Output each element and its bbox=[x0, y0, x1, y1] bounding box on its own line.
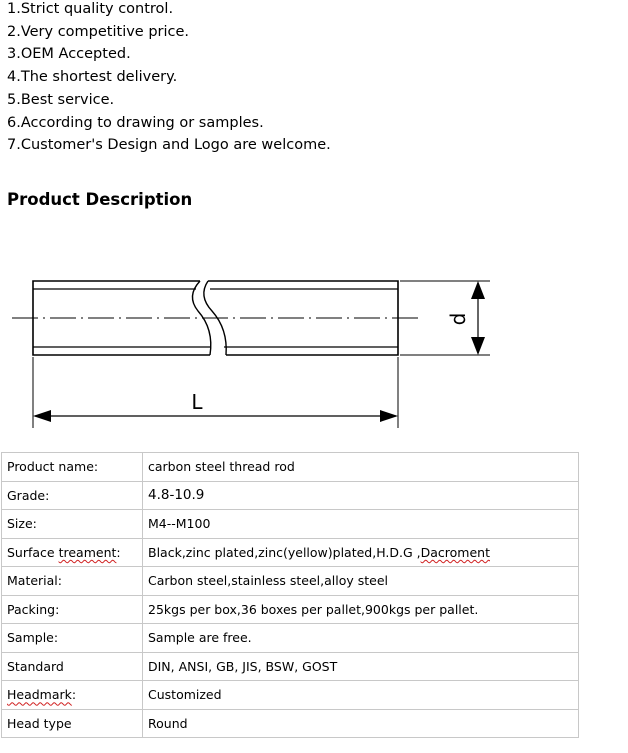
feature-item: 4.The shortest delivery. bbox=[7, 69, 178, 86]
feature-item: 3.OEM Accepted. bbox=[7, 46, 131, 63]
table-row bbox=[2, 453, 579, 482]
arrow-head-right bbox=[380, 410, 398, 422]
table-row bbox=[2, 709, 579, 738]
feature-item: 2.Very competitive price. bbox=[7, 23, 190, 40]
feature-item: 1.Strict quality control. bbox=[7, 1, 174, 17]
spec-value: Round bbox=[143, 709, 579, 738]
spec-value: 25kgs per box,36 boxes per pallet,900kgs per pallet. bbox=[143, 595, 579, 624]
arrow-head-bottom bbox=[471, 337, 485, 355]
spec-table bbox=[1, 452, 579, 738]
spec-label: Grade: bbox=[2, 481, 143, 510]
spec-label: Material: bbox=[2, 567, 143, 596]
table-row bbox=[2, 595, 579, 624]
section-title: Product Description bbox=[7, 190, 193, 209]
table-row bbox=[2, 681, 579, 710]
table-row bbox=[2, 510, 579, 539]
spec-label: Standard bbox=[2, 652, 143, 681]
spec-value: Black,zinc plated,zinc(yellow)plated,H.D.G ,Dacroment bbox=[143, 538, 579, 567]
table-row bbox=[2, 481, 579, 510]
spec-value: Sample are free. bbox=[143, 624, 579, 653]
feature-item: 7.Customer's Design and Logo are welcome. bbox=[7, 137, 331, 154]
table-row bbox=[2, 567, 579, 596]
spec-label: Packing: bbox=[2, 595, 143, 624]
table-row bbox=[2, 538, 579, 567]
table-row bbox=[2, 652, 579, 681]
spec-label: Size: bbox=[2, 510, 143, 539]
spec-label: Sample: bbox=[2, 624, 143, 653]
spec-value: Customized bbox=[143, 681, 579, 710]
spec-value: M4--M100 bbox=[143, 510, 579, 539]
diameter-label: d bbox=[446, 312, 470, 326]
spec-value: Carbon steel,stainless steel,alloy steel bbox=[143, 567, 579, 596]
spec-value: carbon steel thread rod bbox=[143, 453, 579, 482]
length-label: L bbox=[191, 390, 203, 414]
feature-item: 5.Best service. bbox=[7, 91, 115, 108]
spec-label: Headmark: bbox=[2, 681, 143, 710]
table-row bbox=[2, 624, 579, 653]
feature-list bbox=[7, 0, 331, 157]
spec-label: Surface treament: bbox=[2, 538, 143, 567]
spec-value: 4.8-10.9 bbox=[143, 481, 579, 510]
thread-rod-drawing bbox=[0, 266, 510, 436]
spec-label: Product name: bbox=[2, 453, 143, 482]
spec-value: DIN, ANSI, GB, JIS, BSW, GOST bbox=[143, 652, 579, 681]
arrow-head-top bbox=[471, 281, 485, 299]
arrow-head-left bbox=[33, 410, 51, 422]
feature-item: 6.According to drawing or samples. bbox=[7, 114, 264, 131]
spec-label: Head type bbox=[2, 709, 143, 738]
